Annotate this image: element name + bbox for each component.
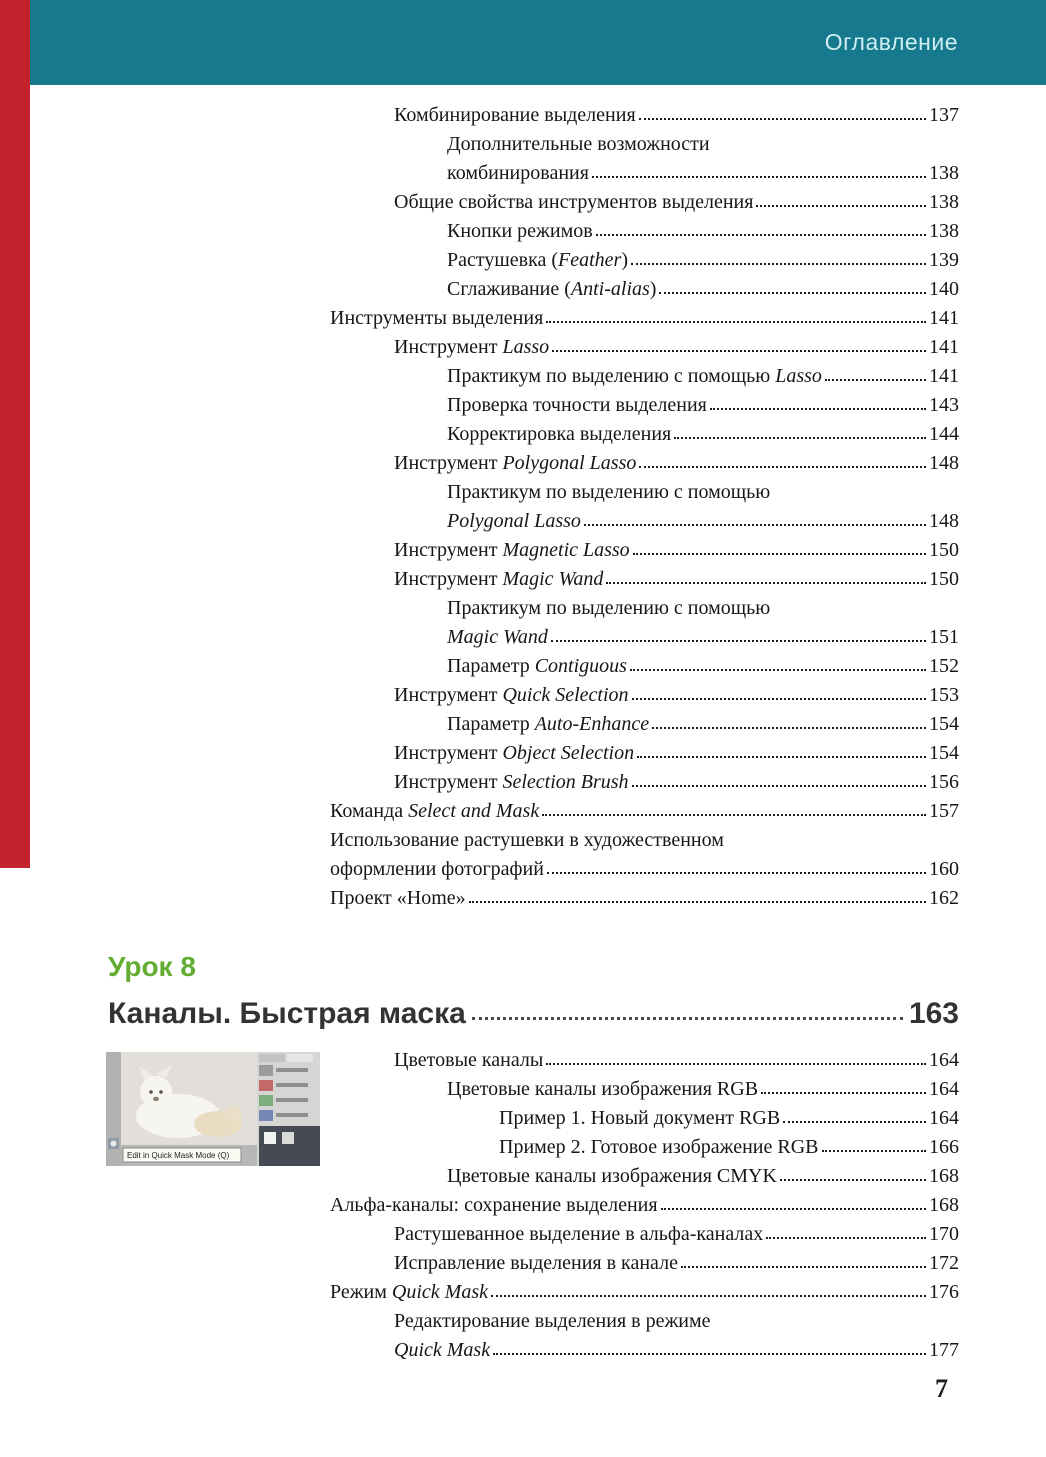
toc-page-number: 162 (929, 887, 959, 909)
toc-entry (330, 594, 959, 652)
toc-entry (330, 826, 959, 884)
tooltip-text: Edit in Quick Mask Mode (Q) (127, 1151, 230, 1160)
toc-entry-line (394, 536, 959, 565)
toc-entry-text: Пример 1. Новый документ RGB (499, 1107, 781, 1129)
toc-entry-text: Кнопки режимов (447, 220, 593, 242)
toc-dot-leader (592, 176, 926, 178)
toc-page-number: 150 (929, 539, 959, 561)
toc-entry-line (447, 623, 959, 652)
toc-entry (330, 275, 959, 304)
toc-entry (330, 130, 959, 188)
toc-entry-text: Растушеванное выделение в альфа-каналах (394, 1223, 764, 1245)
toc-entry (330, 1046, 959, 1075)
toc-dot-leader (632, 698, 926, 700)
toc-dot-leader (783, 1121, 926, 1123)
toc-page-number: 156 (929, 771, 959, 793)
toc-page-number: 143 (929, 394, 959, 416)
toc-entry-line (394, 333, 959, 362)
toc-page-number: 154 (929, 713, 959, 735)
red-edge-strip (0, 0, 30, 868)
toc-entry-line (447, 478, 959, 507)
toc-entry (330, 739, 959, 768)
toc-entry-line (330, 855, 959, 884)
toc-list-selection-tools (330, 101, 959, 913)
dog-head (140, 1076, 172, 1108)
toc-dot-leader (469, 901, 926, 903)
toc-dot-leader (546, 321, 926, 323)
toc-entry (330, 246, 959, 275)
toc-entry-line (447, 1162, 959, 1191)
toc-entry-text: Polygonal Lasso (447, 510, 581, 532)
toc-page-number: 157 (929, 800, 959, 822)
toc-dot-leader (661, 1208, 926, 1210)
toc-dot-leader (756, 205, 926, 207)
toc-page-number: 151 (929, 626, 959, 648)
toc-page-number: 138 (929, 220, 959, 242)
editor-screenshot-graphic (106, 1052, 320, 1166)
toc-entry-line (330, 797, 959, 826)
toc-entry-text: Сглаживание (Anti-alias) (447, 278, 657, 300)
toc-entry (330, 652, 959, 681)
page-header-bar (30, 0, 1046, 85)
lesson-page-number: 163 (908, 997, 959, 1030)
toc-entry-text: Параметр Auto-Enhance (447, 713, 650, 735)
quick-mask-tool-circle (111, 1141, 117, 1147)
toc-entry-text: Практикум по выделению с помощью (447, 481, 771, 503)
toc-entry-line (394, 1046, 959, 1075)
toc-page-number: 141 (929, 365, 959, 387)
toc-dot-leader (542, 814, 926, 816)
toc-page-number: 177 (929, 1339, 959, 1361)
toc-entry-line (447, 652, 959, 681)
toc-entry-text: Корректировка выделения (447, 423, 672, 445)
toc-dot-leader (825, 379, 926, 381)
toc-entry-text: Инструмент Selection Brush (394, 771, 629, 793)
toc-entry-line (394, 1336, 959, 1365)
channel-thumb-red (259, 1080, 273, 1091)
toc-entry (330, 420, 959, 449)
toc-entry (330, 884, 959, 913)
toc-entry (330, 1220, 959, 1249)
toc-entry-line (330, 1278, 959, 1307)
toc-entry (330, 101, 959, 130)
toc-page-number: 170 (929, 1223, 959, 1245)
toc-entry-line (447, 159, 959, 188)
toc-dot-leader (552, 350, 926, 352)
toc-entry-line (447, 594, 959, 623)
channel-thumb-rgb (259, 1065, 273, 1076)
toc-entry (330, 1307, 959, 1365)
toc-dot-leader (632, 785, 926, 787)
lesson-title-row (108, 997, 959, 1031)
toc-entry-line (447, 710, 959, 739)
toc-entry-line (330, 884, 959, 913)
toc-dot-leader (633, 553, 926, 555)
toc-entry-line (447, 246, 959, 275)
toc-dot-leader (674, 437, 926, 439)
toc-dot-leader (652, 727, 926, 729)
toc-page-number: 148 (929, 510, 959, 532)
folio-page-number: 7 (935, 1374, 948, 1403)
lesson-title: Каналы. Быстрая маска (108, 997, 466, 1030)
channel-thumb-green (259, 1095, 273, 1106)
toc-page-number: 172 (929, 1252, 959, 1274)
dog-eye-2 (159, 1090, 163, 1094)
toc-page-number: 150 (929, 568, 959, 590)
toc-page-number: 141 (929, 307, 959, 329)
channel-thumb-blue (259, 1110, 273, 1121)
toc-entry (330, 710, 959, 739)
toc-page-number: 166 (929, 1136, 959, 1158)
swatch-1 (264, 1132, 276, 1144)
toc-entry (330, 217, 959, 246)
toc-dot-leader (681, 1266, 926, 1268)
lesson-label: Урок 8 (108, 951, 196, 982)
toc-dot-leader (710, 408, 926, 410)
toc-entry (330, 681, 959, 710)
toc-entry (330, 333, 959, 362)
toc-entry-line (330, 826, 959, 855)
toc-entry (330, 1104, 959, 1133)
toc-dot-leader (637, 756, 926, 758)
toc-entry-text: Инструмент Quick Selection (394, 684, 629, 706)
toc-entry-text: Пример 2. Готовое изображение RGB (499, 1136, 819, 1158)
toc-entry-text: Цветовые каналы (394, 1049, 544, 1071)
toc-entry-text: Общие свойства инструментов выделения (394, 191, 754, 213)
toc-entry-line (394, 565, 959, 594)
toc-entry-line (447, 275, 959, 304)
toc-page-number: 138 (929, 162, 959, 184)
toc-entry-text: Параметр Contiguous (447, 655, 627, 677)
channel-label-blue (276, 1113, 308, 1117)
toc-dot-leader (551, 640, 926, 642)
toc-entry-text: Растушевка (Feather) (447, 249, 629, 271)
toc-dot-leader (547, 872, 926, 874)
toc-page-number: 164 (929, 1107, 959, 1129)
toc-page-number: 154 (929, 742, 959, 764)
toc-entry-text: Альфа-каналы: сохранение выделения (330, 1194, 658, 1216)
toc-dot-leader (639, 466, 926, 468)
toc-entry-line (394, 739, 959, 768)
toc-entry-text: оформлении фотографий (330, 858, 544, 880)
toc-entry (330, 768, 959, 797)
toc-page-number: 164 (929, 1078, 959, 1100)
toc-dot-leader (822, 1150, 926, 1152)
toc-entry-line (447, 391, 959, 420)
dog-nose (153, 1097, 159, 1101)
toc-entry (330, 1191, 959, 1220)
toc-entry (330, 304, 959, 333)
toc-page-number: 152 (929, 655, 959, 677)
toc-entry (330, 1278, 959, 1307)
toc-entry-line (394, 1220, 959, 1249)
toc-entry-line (394, 1249, 959, 1278)
toc-entry-text: Цветовые каналы изображения RGB (447, 1078, 759, 1100)
toc-entry-text: Дополнительные возможности (447, 133, 710, 155)
toc-entry-line (394, 681, 959, 710)
toc-entry (330, 449, 959, 478)
channel-label-rgb (276, 1068, 308, 1072)
toc-entry-line (330, 304, 959, 333)
toc-dot-leader (761, 1092, 926, 1094)
toc-entry-text: Инструмент Lasso (394, 336, 550, 358)
toc-entry-text: Практикум по выделению с помощью Lasso (447, 365, 822, 387)
toc-entry-text: Исправление выделения в канале (394, 1252, 678, 1274)
toc-dot-leader (584, 524, 926, 526)
toc-entry-text: Редактирование выделения в режиме (394, 1310, 711, 1332)
swatch-2 (282, 1132, 294, 1144)
toc-dot-leader (639, 118, 926, 120)
puppy-head (224, 1105, 242, 1123)
toc-entry-text: Инструмент Object Selection (394, 742, 635, 764)
toc-entry-line (394, 188, 959, 217)
toc-entry-line (447, 420, 959, 449)
toc-entry-text: Использование растушевки в художественном (330, 829, 724, 851)
toc-entry (330, 188, 959, 217)
toc-entry-line (394, 101, 959, 130)
toc-entry (330, 1133, 959, 1162)
toc-dot-leader (491, 1295, 926, 1297)
toc-entry (330, 797, 959, 826)
toc-entry-text: Инструмент Magnetic Lasso (394, 539, 630, 561)
toc-entry-text: Комбинирование выделения (394, 104, 636, 126)
toc-entry-text: Magic Wand (447, 626, 548, 648)
toc-entry-line (394, 1307, 959, 1336)
toc-page-number: 168 (929, 1165, 959, 1187)
toc-entry (330, 1075, 959, 1104)
toc-page-number: 137 (929, 104, 959, 126)
toc-entry-line (499, 1133, 959, 1162)
toc-page-number: 139 (929, 249, 959, 271)
toc-entry-text: Инструмент Polygonal Lasso (394, 452, 637, 474)
toc-page-number: 140 (929, 278, 959, 300)
toc-entry (330, 478, 959, 536)
panel-tab-1 (259, 1054, 285, 1062)
toc-entry-text: Команда Select and Mask (330, 800, 540, 822)
toc-dot-leader (596, 234, 926, 236)
toc-page-number: 138 (929, 191, 959, 213)
toc-entry (330, 362, 959, 391)
toc-dot-leader (493, 1353, 926, 1355)
toc-entry-line (447, 217, 959, 246)
toc-entry-line (394, 768, 959, 797)
toc-entry-text: Проект «Home» (330, 887, 466, 909)
toc-page-number: 148 (929, 452, 959, 474)
panel-tab-2 (287, 1054, 313, 1062)
toc-page-number: 144 (929, 423, 959, 445)
toc-page-number: 160 (929, 858, 959, 880)
toc-page-number: 141 (929, 336, 959, 358)
toc-entry-text: Quick Mask (394, 1339, 491, 1361)
toc-entry-line (447, 362, 959, 391)
thumbnail-quick-mask-screenshot (106, 1052, 320, 1166)
toc-entry-line (394, 449, 959, 478)
toc-page-number: 176 (929, 1281, 959, 1303)
channel-label-red (276, 1083, 308, 1087)
toc-entry (330, 536, 959, 565)
header-title: Оглавление (824, 29, 958, 55)
toc-dot-leader (766, 1237, 926, 1239)
toc-dot-leader (606, 582, 926, 584)
toc-dot-leader (780, 1179, 926, 1181)
toc-dot-leader (631, 263, 926, 265)
toc-entry-line (447, 130, 959, 159)
toc-entry-line (499, 1104, 959, 1133)
toc-entry (330, 565, 959, 594)
toc-page-number: 164 (929, 1049, 959, 1071)
toc-entry (330, 1162, 959, 1191)
dog-eye (149, 1090, 153, 1094)
channel-label-green (276, 1098, 308, 1102)
toc-entry (330, 391, 959, 420)
toc-entry-text: Проверка точности выделения (447, 394, 707, 416)
toc-dot-leader (659, 292, 926, 294)
toc-entry-text: Инструмент Magic Wand (394, 568, 604, 590)
toc-dot-leader (546, 1063, 926, 1065)
toc-entry-text: Практикум по выделению с помощью (447, 597, 771, 619)
toc-entry-line (447, 1075, 959, 1104)
toc-entry-text: Цветовые каналы изображения CMYK (447, 1165, 777, 1187)
toc-dot-leader (630, 669, 926, 671)
lesson-dot-leader (472, 1017, 903, 1020)
toc-page-number: 153 (929, 684, 959, 706)
toc-page-number: 168 (929, 1194, 959, 1216)
toc-entry-text: Режим Quick Mask (330, 1281, 488, 1303)
toc-entry-line (330, 1191, 959, 1220)
toc-list-channels (330, 1046, 959, 1365)
toc-entry (330, 1249, 959, 1278)
toc-entry-text: Инструменты выделения (330, 307, 544, 329)
toc-entry-line (447, 507, 959, 536)
toc-entry-text: комбинирования (447, 162, 589, 184)
